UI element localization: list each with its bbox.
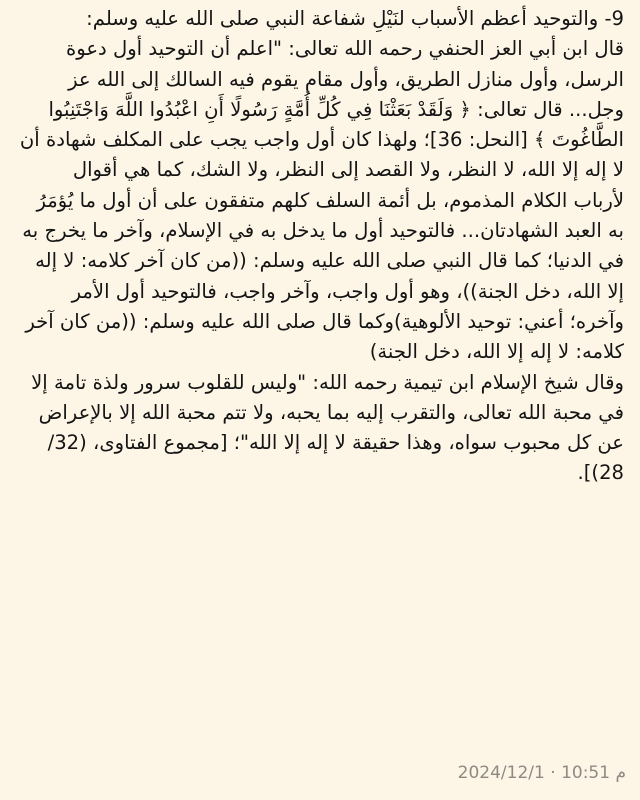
message-paragraph-heading: 9- والتوحيد أعظم الأسباب لنَيْلِ شفاعة النبي صلى الله عليه وسلم:	[86, 7, 624, 30]
timestamp-separator: ·	[550, 763, 556, 783]
message-time: 10:51 م	[561, 763, 626, 783]
message-timestamp	[406, 761, 626, 785]
message-paragraph-quote-ibn-abi-al-izz: قال ابن أبي العز الحنفي رحمه الله تعالى: "اعلم أن التوحيد أول دعوة الرسل، وأول منازل الطريق، وأول مقام يقوم فيه السالك إلى الله عز وجل... قال تعالى: ﴿ وَلَقَدْ بَعَثْنَا فِي كُلِّ أُمَّةٍ رَسُولًا أَنِ اعْبُدُوا اللَّهَ وَاجْتَنِبُوا الطَّاغُوتَ ﴾ [النحل: 36]؛ ولهذا كان أول واجب يجب على المكلف شهادة أن لا إله إلا الله، لا النظر، ولا القصد إلى النظر، ولا الشك، كما هي أقوال لأرباب الكلام المذموم، بل أئمة السلف كلهم متفقون على أن أول ما يُؤمَرُ به العبد الشهادتان... فالتوحيد أول ما يدخل به في الإسلام، وآخر ما يخرج به في الدنيا؛ كما قال النبي صلى الله عليه وسلم: ((من كان آخر كلامه: لا إله إلا الله، دخل الجنة))، وهو أول واجب، وآخر واجب، فالتوحيد أول الأمر وآخره؛ أعني: توحيد الألوهية)وكما قال صلى الله عليه وسلم: ((من كان آخر كلامه: لا إله إلا الله، دخل الجنة)	[19, 37, 624, 364]
message-paragraph-quote-ibn-taymiyyah: وقال شيخ الإسلام ابن تيمية رحمه الله: "وليس للقلوب سرور ولذة تامة إلا في محبة الله تعالى، والتقرب إليه بما يحبه، ولا تتم محبة الله إلا بالإعراض عن كل محبوب سواه، وهذا حقيقة لا إله إلا الله"؛ [مجموع الفتاوى، (32/ 28)].	[31, 370, 624, 485]
message-date: 2024/12/1	[457, 763, 545, 783]
message-text	[18, 4, 624, 489]
